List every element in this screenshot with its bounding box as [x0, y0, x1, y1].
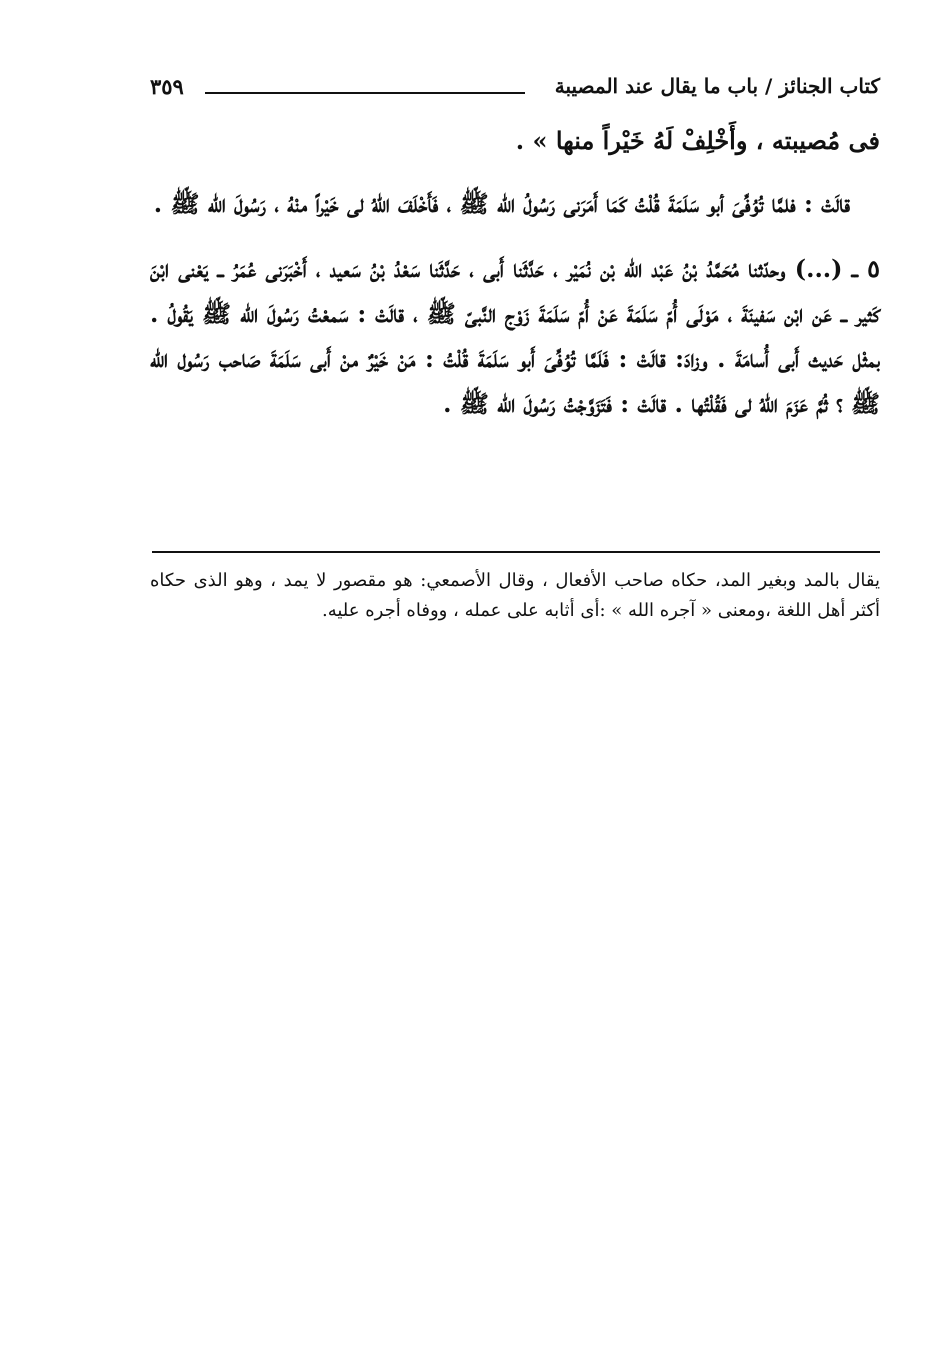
paragraph-2: قالَتْ : فلمَّا تُوُفِّىَ أبو سَلَمَةَ قُلْتُ كَمَا أَمَرَنى رَسُولُ الله ﷺ ، فَأَخْلَفَ اللهُ لى خَيْراً منْهُ ، رَسُولَ الله ﷺ . — [153, 189, 850, 218]
page-number: ٣٥٩ — [150, 74, 184, 99]
header-rule — [205, 92, 525, 94]
footnote — [150, 566, 880, 626]
main-text — [150, 118, 880, 426]
paragraph-1: فى مُصيبته ، وأَخْلِفْ لَهُ خَيْراً منها » . — [515, 126, 880, 155]
footnote-text: يقال بالمد وبغير المد، حكاه صاحب الأفعال ، وقال الأصمعي: هو مقصور لا يمد ، وهو الذى حكاه أكثر أهل اللغة ،ومعنى « آجره الله » :أى أثابه على عمله ، ووفاه أجره عليه. — [150, 570, 880, 621]
footnote-separator — [152, 551, 880, 553]
paragraph-3: ٥ ــ (...) وحدّثنا مُحَمَّدُ بْنُ عَبْد الله بْن نُمَيْر ، حَدَّثَنا أَبى ، حَدَّثَنا سَعْدُ بْنُ سَعيد ، أَخْبَرَنى عُمَرُ ــ يَعْنى ابْنَ كَثير ــ عَن ابْن سَفينَةَ ، مَوْلَى أُمّ سَلَمَةَ عَنْ أُمّ سَلَمَةَ زَوْج النَّبىّ ﷺ ، قالَتْ : سَمعْتُ رَسُولَ الله ﷺ يَقُولُ . بمثْل حَديث أَبى أُسامَةَ . وزادَ: قالَتْ : فَلَمَّا تُوُفِّىَ أَبو سَلَمَةَ قُلْتُ : مَنْ خَيْرٌ منْ أَبى سَلَمَةَ صَاحب رَسُول الله ﷺ ؟ ثُمَّ عَزَمَ اللهُ لى فَقُلْتُها . قالَتْ : فَتَزَوَّجْتُ رَسُولَ الله ﷺ . — [150, 254, 880, 418]
chapter-title: كتاب الجنائز / باب ما يقال عند المصيبة — [554, 74, 880, 98]
running-header — [150, 70, 880, 110]
